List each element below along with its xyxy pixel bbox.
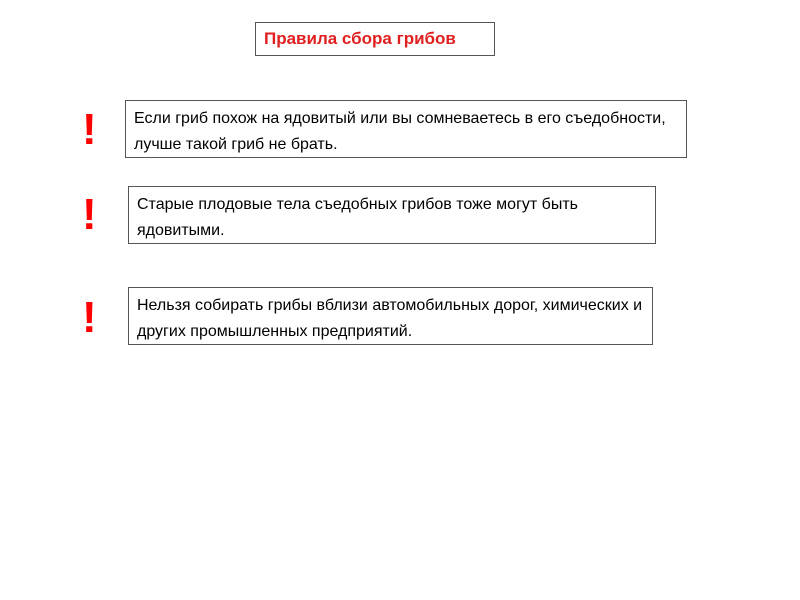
rule-text-1: Если гриб похож на ядовитый или вы сомневаетесь в его съедобности, лучше такой гриб не брать. bbox=[125, 100, 687, 158]
rule-text-3: Нельзя собирать грибы вблизи автомобильных дорог, химических и других промышленных предприятий. bbox=[128, 287, 653, 345]
rule-text-2: Старые плодовые тела съедобных грибов тоже могут быть ядовитыми. bbox=[128, 186, 656, 244]
exclamation-icon: ! bbox=[82, 190, 97, 239]
exclamation-icon: ! bbox=[82, 105, 97, 154]
slide-title: Правила сбора грибов bbox=[255, 22, 495, 56]
exclamation-icon: ! bbox=[82, 293, 97, 342]
